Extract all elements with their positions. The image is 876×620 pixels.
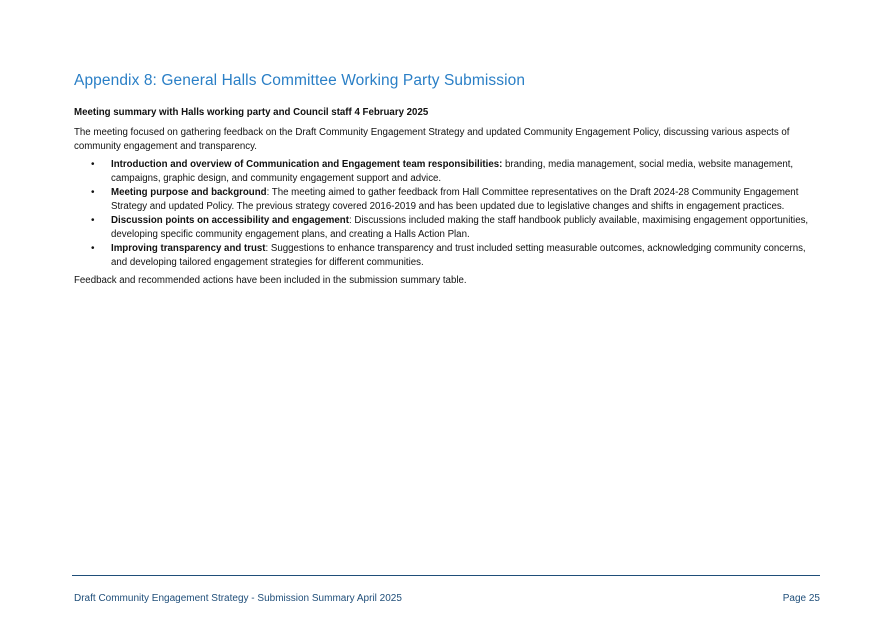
footer-page-number: Page 25 xyxy=(782,593,820,604)
bullet-item xyxy=(74,214,820,242)
footer-divider xyxy=(72,575,820,576)
intro-paragraph: The meeting focused on gathering feedback on the Draft Community Engagement Strategy and updated Community Engagement Policy, discussing various aspects of community engagement and transparency. xyxy=(74,127,790,152)
bullet-dot-icon: • xyxy=(91,159,95,170)
bullet-title: Improving transparency and trust xyxy=(111,243,266,254)
bullet-dot-icon: • xyxy=(91,187,95,198)
bullet-dot-icon: • xyxy=(91,243,95,254)
bullet-item xyxy=(74,186,820,214)
page-content xyxy=(74,106,820,288)
meeting-heading: Meeting summary with Halls working party and Council staff 4 February 2025 xyxy=(74,107,429,118)
bullet-text: : Discussions included making the staff handbook publicly available, maximising engagement opportunities, developing specific community engagement plans, and creating a Halls Action Plan. xyxy=(111,215,809,240)
bullet-title: Introduction and overview of Communication and Engagement team responsibilities: xyxy=(111,159,503,170)
summary-bullet-list xyxy=(74,158,820,270)
bullet-title: Meeting purpose and background xyxy=(111,187,267,198)
footer-document-title: Draft Community Engagement Strategy - Submission Summary April 2025 xyxy=(74,593,402,604)
bullet-item xyxy=(74,242,820,270)
bullet-text: : Suggestions to enhance transparency and trust included setting measurable outcomes, acknowledging community concerns, and developing tailored engagement strategies for different communities. xyxy=(111,243,806,268)
bullet-text: branding, media management, social media, website management, campaigns, graphic design, and community engagement support and advice. xyxy=(111,159,794,184)
closing-paragraph: Feedback and recommended actions have been included in the submission summary table. xyxy=(74,275,467,286)
bullet-dot-icon: • xyxy=(91,215,95,226)
bullet-text: : The meeting aimed to gather feedback from Hall Committee representatives on the Draft 2024-28 Community Engagement Strategy and updated Policy. The previous strategy covered 2016-2019 and has been updated due to legislative changes and shifts in engagement practices. xyxy=(111,187,799,212)
bullet-item xyxy=(74,158,820,186)
bullet-title: Discussion points on accessibility and engagement xyxy=(111,215,349,226)
appendix-title: Appendix 8: General Halls Committee Working Party Submission xyxy=(74,72,526,89)
